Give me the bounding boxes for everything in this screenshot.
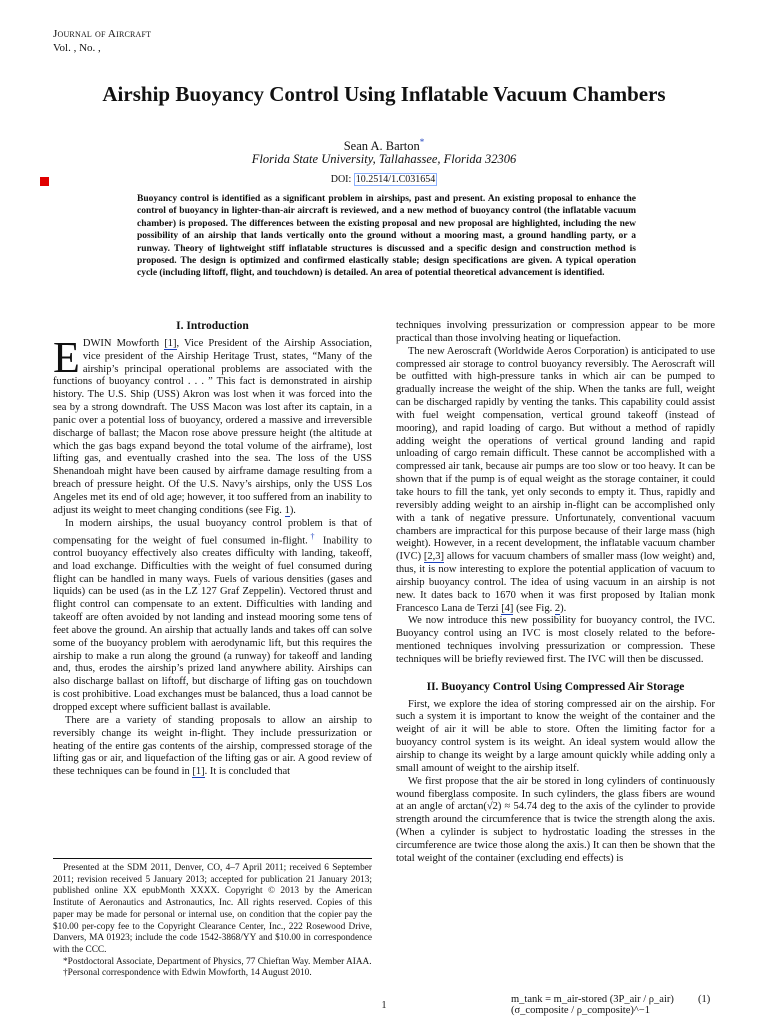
paper-title: Airship Buoyancy Control Using Inflatable Vacuum Chambers xyxy=(102,82,666,106)
section-heading-introduction: I. Introduction xyxy=(176,320,249,332)
journal-name: Journal of Aircraft xyxy=(53,28,152,40)
reference-link-2-3[interactable]: [2,3] xyxy=(423,551,445,563)
intro-paragraph-2: In modern airships, the usual buoyancy control problem is that of compensating for the weight of fuel consumed in-flight.† Inability to control buoyancy effectively also creates difficulty with landing, takeoff, and load exchange. Difficulties with the weight of fuel consumed during flight can be handled in many ways. Fuels of various densities (gases and liquids) can be used (as in the LZ 127 Graf Zeppelin). Vectored thrust and flight control can compensate to an extent. Difficulties with landing and takeoff are often avoided by not landing and instead mooring some tens of feet above the ground. An airship that actually lands and takes off can solve some of the buoyancy problem with aerodynamic lift, but this requires the airship to make a run along the ground (a runway) for takeoff and landing and, thus, erodes the airship’s prized land anywhere ability. Airships can also discharge ballast on liftoff, but discharge of lifting gas on touchdown is cost prohibitive. Load exchanges must be balanced, thus a load cannot be dropped except where sufficient ballast is available. xyxy=(53,517,372,713)
reference-link-1b[interactable]: [1] xyxy=(192,766,205,778)
footnote-link-dagger[interactable]: † xyxy=(307,531,318,541)
annotation-marker[interactable] xyxy=(40,177,49,186)
footnotes xyxy=(53,858,372,980)
figure-link-2[interactable]: 2 xyxy=(554,602,561,614)
doi-line xyxy=(0,174,768,185)
intro-paragraph-6: We now introduce this new possibility for buoyancy control, the IVC. Buoyancy control using an IVC is most closely related to the before-mentioned techniques involving pressurization or compression. These techniques will be briefly reviewed first. The IVC will then be discussed. xyxy=(396,615,715,665)
intro-paragraph-5: The new Aeroscraft (Worldwide Aeros Corporation) is anticipated to use compressed air storage to control buoyancy reversibly. The Aeroscraft will be outfitted with high-pressure tanks in which air can be pumped to gradually increase the weight of the ship. When the tanks are full, weight can be discharged rapidly by venting the tanks. This capability could assist with fuel weight compensation, vertical ground takeoff (instead of mooring), and rapid loading of cargo. But without a method of rapidly adding weight the operations of vertical ground landing and rapid unloading of cargo remain difficult. These cannot be accomplished with a compressed air tank, because air pumps are too slow or too heavy. It can be shown that if the pump is of equal weight as the storage container, it could take hours to fill the tank, yet only seconds to empty it. Thus, rapidly and reversibly adding weight to an airship in-flight can be accomplished only with a tank of negative pressure. Unfortunately, conventional vacuum chambers are impractical for this purpose because of their large mass (high weight). However, in a recent development, the inflatable vacuum chamber (IVC) [2,3] allows for vacuum chambers of smaller mass (low weight) and, thus, it is now interesting to explore the potential application of vacuum to airship buoyancy control. The idea of using vacuum in an airship is not new. It dates back to 1670 when it was first proposed by Italian monk Francesco Lana de Terzi [4] (see Fig. 2). xyxy=(396,345,715,614)
doi-label: DOI: xyxy=(330,174,352,185)
section2-paragraph-1: First, we explore the idea of storing compressed air on the airship. For such a system it is important to know the weight of the container and the weight of air it will be able to store. Often the limiting factor for a buoyancy control system is its weight. An ideal system would allow the airship to change its weight by a large amount quickly while adding only a small amount of weight to the airship itself. xyxy=(396,698,715,774)
affiliation: Florida State University, Tallahassee, Florida 32306 xyxy=(251,152,517,166)
intro-paragraph-1: EDWIN Mowforth [1], Vice President of the Airship Association, vice president of the Airship Heritage Trust, states, “Many of the airship’s principal operational problems are associated with the functions of buoyancy control . . . ” This fact is demonstrated in airship history. The U.S. Ship (USS) Akron was lost when it was forced into the sea by a strong downdraft. The USS Macon was lost after its captain, in a panic over a potential loss of buoyancy, ordered a massive and irreversible discharge of ballast; the Macon rose above pressure height (the altitude at which the gas bags expand beyond the total volume of the airframe), lost lifting gas, and eventually crashed into the sea. The loss of the USS Shenandoah might have been caused by airframe damage resulting from a breach of pressure height. Of the U.S. Navy’s airships, only the USS Los Angeles met its end of old age; however, it too suffered from an inability to adjust its weight to meet changing conditions (see Fig. 1). xyxy=(53,332,372,516)
section2-paragraph-2: We first propose that the air be stored in long cylinders of continuously wound fiberglass composite. In such cylinders, the glass fibers are wound at an angle of arctan(√2) ≈ 54.74 deg to the axis of the cylinder to provide strength around the circumference that is twice the strength along the axis. (When a cylinder is subject to hydrostatic loading the stresses in the circumference are twice those along the axis.) It can then be shown that the total weight of the container (excluding end effects) is xyxy=(396,775,715,864)
footnote-personal: †Personal correspondence with Edwin Mowforth, 14 August 2010. xyxy=(63,968,312,979)
page-number: 1 xyxy=(381,1000,387,1011)
equation-number: (1) xyxy=(698,994,711,1005)
doi-link[interactable]: 10.2514/1.C031654 xyxy=(355,174,436,185)
intro-paragraph-3: There are a variety of standing proposals to allow an airship to reversibly change its weight in-flight. They include pressurization or heating of the entire gas contents of the airship, compressed storage of the lifting gas or air, and liquefaction of the lifting gas or air. A good review of these techniques can be found in [1]. It is concluded that xyxy=(53,714,372,778)
reference-link-1[interactable]: [1] xyxy=(164,337,177,349)
journal-volume: Vol. , No. , xyxy=(53,42,101,54)
author-name: Sean A. Barton xyxy=(343,139,420,154)
footnote-author: *Postdoctoral Associate, Department of Physics, 77 Chieftan Way. Member AIAA. xyxy=(63,956,372,967)
equation-body: m_tank = m_air-stored (3P_air / ρ_air) (σ_composite / ρ_composite)^−1 xyxy=(511,994,674,1016)
right-column xyxy=(396,320,715,866)
reference-link-4[interactable]: [4] xyxy=(501,602,514,614)
footnote-received: Presented at the SDM 2011, Denver, CO, 4–7 April 2011; received 6 September 2011; revision received 5 January 2013; accepted for publication 21 January 2013; published online XX epubMonth XXXX. Copyright © 2013 by the American Institute of Aeronautics and Astronautics, Inc. All rights reserved. Copies of this paper may be made for personal or internal use, on condition that the copier pay the $10.00 per-copy fee to the Copyright Clearance Center, Inc., 222 Rosewood Drive, Danvers, MA 01923; include the code 1542-3868/YY and $10.00 in correspondence with the CCC. xyxy=(53,863,372,955)
left-column xyxy=(53,320,372,779)
section-heading-compressed-air: II. Buoyancy Control Using Compressed Air Storage xyxy=(426,680,685,693)
abstract: Buoyancy control is identified as a significant problem in airships, past and present. An existing proposal to enhance the control of buoyancy in lighter-than-air aircraft is reviewed, and a new method of buoyancy control (the inflatable vacuum chamber) is proposed. The differences between the existing proposal and new proposal are highlighted, including the new possibility of an airship that lands vertically onto the ground without a mooring mast, a ground handling party, or a runway. Theory of lightweight stiff inflatable structures is discussed and a specific design and construction method is proposed. The design is optimized and confirmed elastically stable; design specifications are given. A typical operation cycle (including liftoff, flight, and touchdown) is detailed. An area of potential theoretical advancement is identified. xyxy=(137,194,636,279)
author-footnote-link[interactable]: * xyxy=(419,137,425,147)
figure-link-1[interactable]: 1 xyxy=(284,504,290,516)
journal-header xyxy=(53,27,151,55)
intro-paragraph-4: techniques involving pressurization or compression appear to be more practical than those involving heating or liquefaction. xyxy=(396,320,715,344)
drop-cap: E xyxy=(53,332,80,382)
